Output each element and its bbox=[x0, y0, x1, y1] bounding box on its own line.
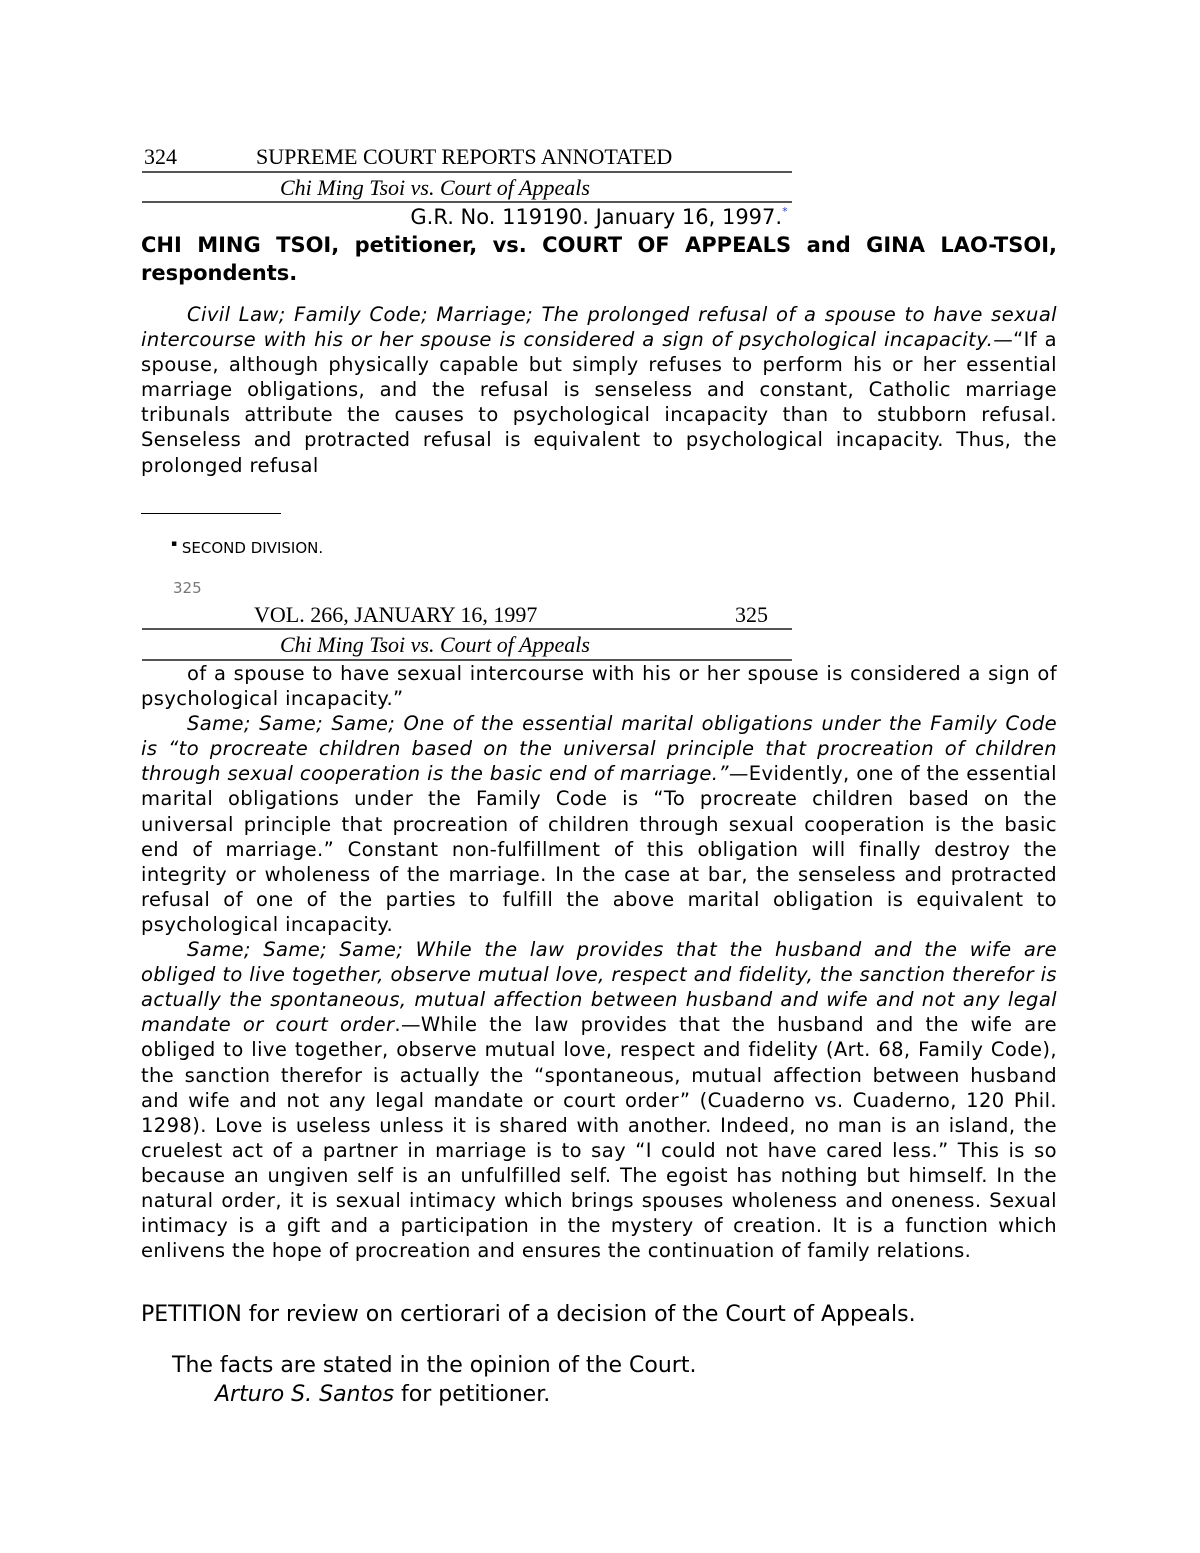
syllabus-headnote: Same; Same; Same; One of the essential marital obligations under the Family Code is “to procreate children based on the universal principle that procreation of children through sexual cooperation is the basic end of marriage.” bbox=[141, 712, 1057, 786]
petition-line: PETITION for review on certiorari of a decision of the Court of Appeals. bbox=[141, 1302, 916, 1327]
page-number: 325 bbox=[735, 602, 768, 627]
syllabus-headnote: Same; Same; Same; While the law provides that the husband and the wife are obliged to live together, observe mutual love, respect and fidelity, the sanction therefor is actually the spontaneous, mutual affection between husband and wife and not any legal mandate or court order bbox=[141, 938, 1057, 1037]
counsel-name: Arturo S. Santos bbox=[215, 1382, 395, 1407]
syllabus-paragraph-2 bbox=[141, 711, 1057, 937]
header-rule bbox=[142, 171, 792, 173]
page-325-body bbox=[141, 661, 1057, 1263]
syllabus-body: —Evidently, one of the essential marital obligations under the Family Code is “To procreate children based on the universal principle that procreation of children through sexual cooperation is the basic end of marriage.” Constant non-fulfillment of this obligation will finally destroy the integrity or wholeness of the marriage. In the case at bar, the senseless and protracted refusal of one of the parties to fulfill the above marital obligation is equivalent to psychological incapacity. bbox=[141, 762, 1057, 936]
syllabus-body: —“If a spouse, although physically capable but simply refuses to perform his or her essential marriage obligations, and the refusal is senseless and constant, Catholic marriage tribunals attribute the causes to psychological incapacity than to stubborn refusal. Senseless and protracted refusal is equivalent to psychological incapacity. Thus, the prolonged refusal bbox=[141, 328, 1057, 477]
footnote: ▪ SECOND DIVISION. bbox=[171, 539, 324, 557]
counsel-line bbox=[215, 1382, 550, 1407]
syllabus-body: .—While the law provides that the husband and the wife are obliged to live together, observe mutual love, respect and fidelity (Art. 68, Family Code), the sanction therefor is actually the “spontaneous, mutual affection between husband and wife and not any legal mandate or court order” (Cuaderno vs. Cuaderno, 120 Phil. 1298). Love is useless unless it is shared with another. Indeed, no man is an island, the cruelest act of a partner in marriage is to say “I could not have cared less.” This is so because an ungiven self is an unfulfilled self. The egoist has nothing but himself. In the natural order, it is sexual intimacy which brings spouses wholeness and oneness. Sexual intimacy is a gift and a participation in the mystery of creation. It is a function which enlivens the hope of procreation and ensures the continuation of family relations. bbox=[141, 1013, 1057, 1263]
continuation-paragraph: of a spouse to have sexual intercourse with his or her spouse is considered a sign of psychological incapacity.” bbox=[141, 662, 1057, 711]
page-marker: 325 bbox=[173, 579, 202, 597]
parties: CHI MING TSOI, petitioner, vs. COURT OF APPEALS and GINA LAO-TSOI, respondents. bbox=[141, 233, 1057, 285]
syllabus-paragraph-3 bbox=[141, 937, 1057, 1263]
syllabus-headnote: Civil Law; Family Code; Marriage; The prolonged refusal of a spouse to have sexual intercourse with his or her spouse is considered a sign of psychological incapacity. bbox=[141, 303, 1057, 352]
facts-line: The facts are stated in the opinion of the Court. bbox=[172, 1353, 697, 1378]
counsel-role: for petitioner. bbox=[394, 1382, 551, 1407]
footnote-mark: ▪ bbox=[171, 539, 178, 549]
syllabus-paragraph-1 bbox=[141, 302, 1057, 478]
running-header bbox=[142, 144, 792, 172]
caption-rule bbox=[142, 201, 792, 203]
running-header-2 bbox=[142, 602, 792, 630]
page-number: 324 bbox=[144, 144, 177, 169]
gr-number: G.R. No. 119190. January 16, 1997.* bbox=[410, 205, 788, 229]
header-rule bbox=[142, 628, 792, 630]
running-title: SUPREME COURT REPORTS ANNOTATED bbox=[256, 144, 673, 169]
footnote-marker[interactable]: * bbox=[782, 205, 788, 218]
running-title: VOL. 266, JANUARY 16, 1997 bbox=[254, 602, 538, 627]
footnote-separator bbox=[141, 513, 281, 514]
